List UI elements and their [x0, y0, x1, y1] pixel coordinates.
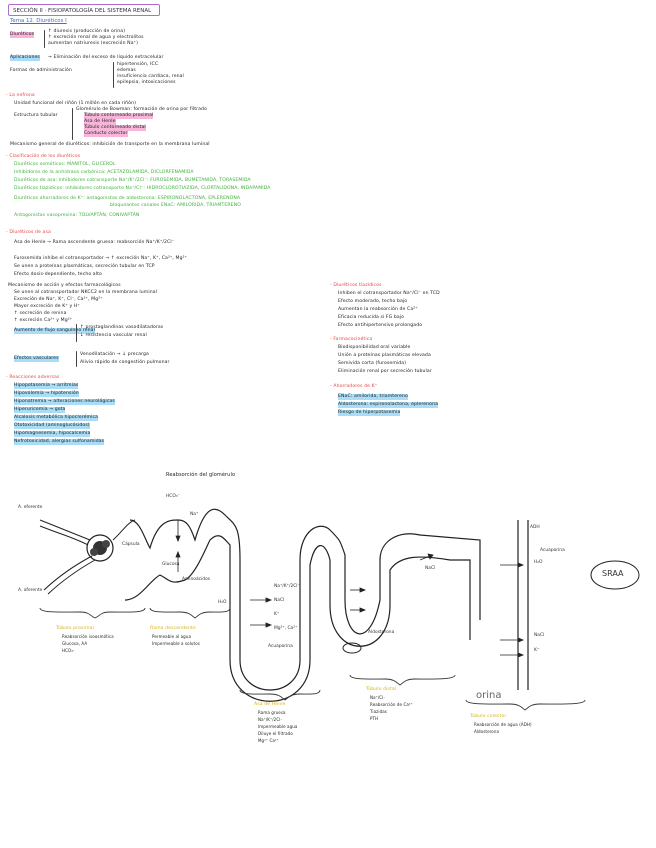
label-h2o-2: H₂O: [534, 560, 543, 565]
hta-item-2: edemas: [117, 68, 136, 73]
box-colector-title: Túbulo colector: [470, 714, 507, 719]
box-asa-item-4: Diluye el filtrado: [258, 731, 293, 736]
asa-title: - Diuréticos de asa: [6, 230, 51, 236]
clasif-item-1: Diuréticos osmóticos: MANITOL, GLICEROL: [14, 162, 116, 167]
aumento-label: Aumento de flujo sanguíneo renal: [14, 328, 95, 333]
ahorr-item-3: Riesgo de hiperpotasemia: [338, 410, 401, 415]
efectos-item-2: Alivio rápido de congestión pulmonar: [80, 360, 170, 365]
asa-line-1: Asa de Henle → Rama ascendente gruesa: reabsorción Na⁺/K⁺/2Cl⁻: [14, 240, 175, 245]
tema-title: Tema 12. Diuréticos I: [10, 18, 67, 24]
farmacocinetica-item-2: Unión a proteínas plasmáticas elevada: [338, 353, 431, 358]
asa-line-2: Furosemida inhibe el cotransportador → ↑ excreción Na⁺, K⁺, Ca²⁺, Mg²⁺: [14, 256, 188, 261]
tiaz-item-1: Inhiben el cotransportador Na⁺/Cl⁻ en TCD: [338, 291, 440, 296]
indic-item-2: Hipovolemia → hipotensión: [14, 391, 79, 396]
box-tcp-item-3: HCO₃⁻: [62, 648, 76, 653]
label-glucosa: Glucosa: [162, 562, 180, 567]
aplicaciones-text: → Eliminación del exceso de líquido extracelular: [48, 55, 164, 60]
hta-item-3: insuficiencia cardíaca, renal: [117, 74, 184, 79]
tiaz-title: - Diuréticos tiazídicos: [330, 283, 382, 289]
label-nacl-2: NaCl: [425, 566, 436, 571]
box-asa-title: Asa de Henle: [254, 702, 286, 707]
tiaz-item-5: Efecto antihipertensivo prolongado: [338, 323, 423, 328]
glomerulus-drawing: [40, 520, 135, 594]
tiaz-item-2: Efecto moderado, techo bajo: [338, 299, 408, 304]
clasif-item-5: Diuréticos ahorradores de K⁺: antagonistas de aldosterona: ESPIRONOLACTONA, EPLERENONA: [14, 196, 241, 201]
diureticos-item-3: aumentan natriuresis (excreción Na⁺): [48, 41, 139, 46]
clasificacion-title: - Clasificación de los diuréticos: [6, 154, 80, 160]
label-aldosterona: Aldosterona: [368, 630, 395, 635]
aplicaciones-label: Aplicaciones: [10, 55, 40, 60]
efectos-label: Efectos vasculares: [14, 356, 59, 361]
box-distal-item-4: PTH: [370, 716, 379, 721]
label-acuaporina-2: Acuaporina: [268, 644, 293, 649]
box-distal-item-2: Reabsorción de Ca²⁺: [370, 702, 413, 707]
mecanismo-line: Mecanismo general de diuréticos: inhibición de transporte en la membrana luminal: [10, 142, 210, 147]
estructura-item-5: Conducto colector: [84, 131, 128, 136]
box-asa-item-2: Na⁺/K⁺/2Cl⁻: [258, 717, 283, 722]
label-nakcl: Na⁺/K⁺/2Cl⁻: [274, 584, 300, 589]
label-na: Na⁺: [190, 512, 199, 517]
box-tcp-item-1: Reabsorción isoosmótica: [62, 634, 114, 639]
box-asa-item-5: Mg²⁺ Ca²⁺: [258, 738, 279, 743]
label-orina: orina: [476, 690, 502, 701]
indic-title: - Reacciones adversas: [6, 375, 59, 381]
box-distal-item-1: Na⁺/Cl⁻: [370, 695, 386, 700]
farmaco-item-3: Mayor excreción de K⁺ y H⁺: [14, 304, 80, 309]
box-colector-item-1: Reabsorción de agua (ADH): [474, 722, 532, 727]
farmaco-item-5: ↑ excreción Ca²⁺ y Mg²⁺: [14, 318, 73, 323]
nefrona-line: Unidad funcional del riñón (1 millón en cada riñón): [14, 101, 136, 106]
asa-line-4: Efecto dosis-dependiente, techo alto: [14, 272, 102, 277]
indic-item-3: Hiponatremia → alteraciones neurológicas: [14, 399, 115, 404]
clasif-item-4: Diuréticos tiazídicos: inhibidores cotransporte Na⁺/Cl⁻: HIDROCLOROTIAZIDA, CLORTALIDONA, INDAPAMIDA: [14, 186, 271, 191]
ahorr-item-1: ENaC: amilorida, triamtereno: [338, 394, 408, 399]
hta-item-4: epilepsia, intoxicaciones: [117, 80, 176, 85]
segment-braces: [40, 608, 585, 710]
box-descend-item-2: Impermeable a solutos: [152, 641, 200, 646]
label-a-eferente: A. eferente: [18, 505, 43, 510]
label-k-2: K⁺: [534, 648, 540, 653]
box-asa-item-3: Impermeable agua: [258, 724, 298, 729]
label-h2o-1: H₂O: [218, 600, 227, 605]
label-a-aferente: A. aferente: [18, 588, 43, 593]
label-capsula: Cápsula: [122, 542, 140, 547]
label-adh: ADH: [530, 525, 540, 530]
label-nacl-1: NaCl: [274, 598, 285, 603]
farmaco-title: Mecanismo de acción y efectos farmacológicos: [8, 283, 121, 288]
diureticos-label: Diuréticos: [10, 32, 35, 37]
label-k: K⁺: [274, 612, 280, 617]
estructura-item-4: Túbulo contorneado distal: [84, 125, 146, 130]
label-aminoacidos: Aminoácidos: [182, 577, 211, 582]
clasif-item-7: Antagonistas vasopresina: TOLVAPTÁN, CONIVAPTÁN: [14, 213, 140, 218]
farmacocinetica-title: - Farmacocinética: [330, 337, 372, 343]
diagram-title: Reabsorción del glomérulo: [166, 472, 236, 478]
box-colector-item-2: Aldosterona: [474, 729, 500, 734]
box-asa-item-1: Rama gruesa: [258, 710, 286, 715]
aumento-item-2: ↓ resistencia vascular renal: [80, 333, 147, 338]
indic-item-7: Hipomagnesemia, hipocalcemia: [14, 431, 91, 436]
box-descend-title: Rama descendente: [150, 626, 196, 631]
box-distal-item-3: Tiazidas: [370, 709, 387, 714]
estructura-item-3: Asa de Henle: [84, 119, 116, 124]
administracion-label: Formas de administración: [10, 68, 72, 73]
indic-item-1: Hipopotasemia → arritmias: [14, 383, 79, 388]
box-tcp-title: Túbulo proximal: [56, 626, 94, 631]
estructura-item-1: Glomérulo de Bowman: formación de orina por filtrado: [76, 107, 207, 112]
arrows: [176, 520, 523, 657]
box-distal-title: Túbulo distal: [366, 687, 397, 692]
efectos-item-1: Venodilatación → ↓ precarga: [80, 352, 149, 357]
indic-item-8: Nefrotoxicidad, alergias sulfonamidas: [14, 439, 105, 444]
diureticos-item-1: ↑ diuresis (producción de orina): [48, 29, 126, 34]
indic-item-4: Hiperuricemia → gota: [14, 407, 66, 412]
hta-item-1: hipertensión, ICC: [117, 62, 159, 67]
nefrona-title: - La nefrona: [6, 93, 35, 99]
box-descend-item-1: Permeable al agua: [152, 634, 192, 639]
indic-item-5: Alcalosis metabólica hipoclorémica: [14, 415, 98, 420]
farmaco-item-4: ↑ secreción de renina: [14, 311, 67, 316]
estructura-item-2: Túbulo contorneado proximal: [84, 113, 154, 118]
farmacocinetica-item-3: Semivida corta (furosemida): [338, 361, 407, 366]
tiaz-item-4: Eficacia reducida si FG bajo: [338, 315, 405, 320]
ahorr-title: - Ahorradores de K⁺: [330, 384, 377, 390]
asa-line-3: Se unen a proteínas plasmáticas, secreción tubular en TCP: [14, 264, 155, 269]
clasif-item-2: Inhibidores de la anhidrasa carbónica: ACETAZOLAMIDA, DICLORFENAMIDA: [14, 170, 194, 175]
ahorr-item-2: Aldosterona: espironolactona, eplerenona: [338, 402, 439, 407]
label-nacl-3: NaCl: [534, 633, 545, 638]
farmacocinetica-item-1: Biodisponibilidad oral variable: [338, 345, 411, 350]
clasif-item-6: bloqueantes canales ENaC: AMILORIDA, TRIAMTERENO: [110, 203, 241, 208]
farmaco-item-2: Excreción de Na⁺, K⁺, Cl⁻, Ca²⁺, Mg²⁺: [14, 297, 103, 302]
diureticos-item-2: ↑ excreción renal de agua y electrolitos: [48, 35, 144, 40]
label-sraa: SRAA: [602, 569, 624, 578]
label-acuaporina: Acuaporina: [540, 548, 565, 553]
farmaco-item-1: Se unen al cotransportador NKCC2 en la membrana luminal: [14, 290, 157, 295]
label-ca-mg: Mg²⁺, Ca²⁺: [274, 626, 298, 631]
estructura-label: Estructura tubular: [14, 113, 58, 118]
label-hco3: HCO₃⁻: [166, 494, 180, 499]
tubule-drawing: [125, 509, 528, 701]
farmacocinetica-item-4: Eliminación renal por secreción tubular: [338, 369, 432, 374]
aumento-item-1: ↑ prostaglandinas vasodilatadoras: [80, 325, 164, 330]
clasif-item-3: Diuréticos de asa: inhibidores cotransporte Na⁺/K⁺/2Cl⁻: FUROSEMIDA, BUMETANIDA, TORASEMIDA: [14, 178, 251, 183]
indic-item-6: Ototoxicidad (aminoglucósidos): [14, 423, 90, 428]
section-header: SECCIÓN II · FISIOPATOLOGÍA DEL SISTEMA RENAL: [8, 4, 160, 16]
box-tcp-item-2: Glucosa, AA: [62, 641, 88, 646]
tiaz-item-3: Aumentan la reabsorción de Ca²⁺: [338, 307, 418, 312]
